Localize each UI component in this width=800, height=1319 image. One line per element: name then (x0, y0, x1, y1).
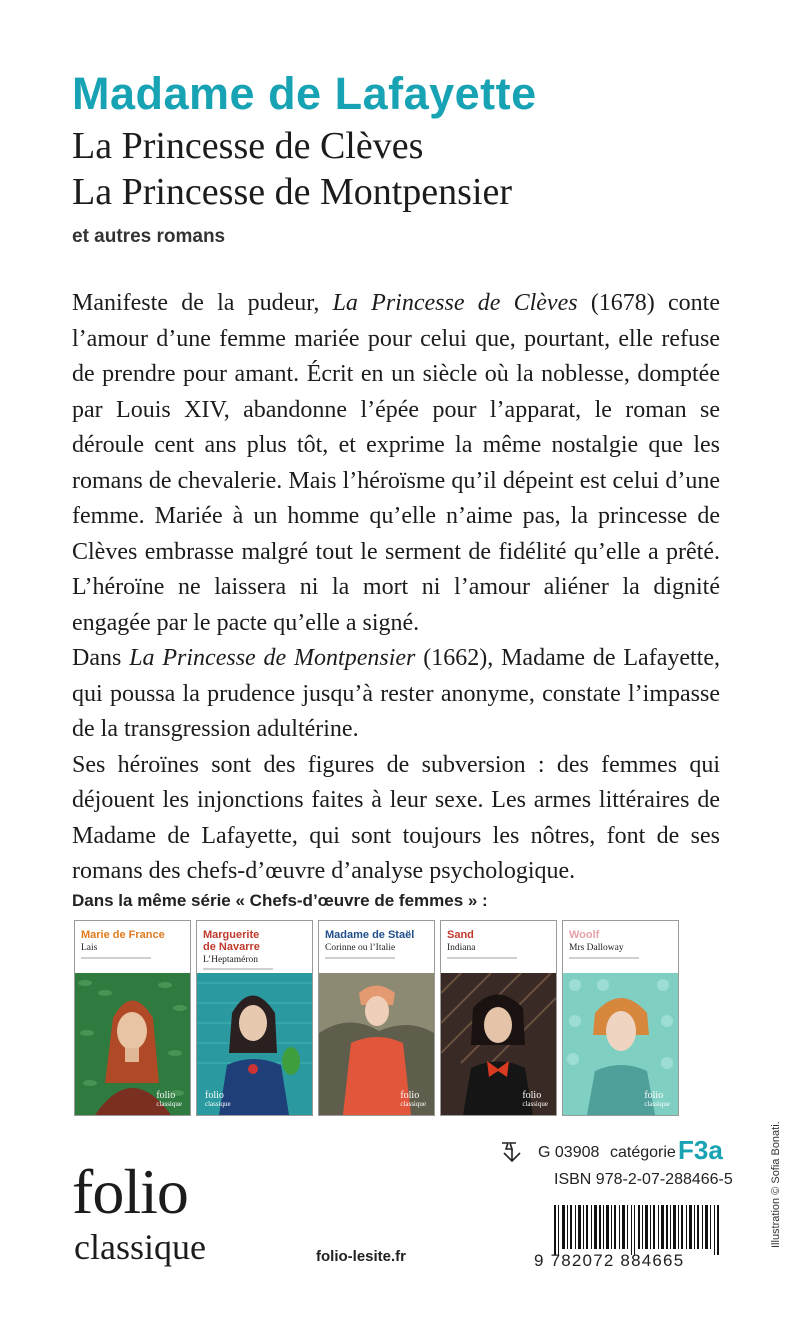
barcode-number: 9 782072 884665 (534, 1251, 685, 1270)
cover-credit-line (447, 957, 517, 959)
folio-logo: folio (72, 1156, 188, 1227)
g-code: G 03908 (538, 1144, 600, 1161)
category-code: F3a (678, 1135, 723, 1165)
book-title-1: La Princesse de Clèves (72, 125, 424, 167)
cover-title: Indiana (447, 943, 476, 953)
blurb-paragraph-1: Manifeste de la pudeur, La Princesse de Clèves (1678) conte l’amour d’une femme mariée pour celui que, pourtant, elle refuse de prendre pour amant. Écrit en un siècle où la noblesse, domptée par Louis XIV, abandonne l’épée pour l’apparat, le roman se déroule cent ans plus tôt, et exprime la même nostalgie que les romans de chevalerie. Mais l’héroïsme qu’il dépeint est celui d’une femme. Mariée à un homme qu’elle n’aime pas, la princesse de Clèves embrasse malgré tout le serment de fidélité qu’elle a prêté. L’héroïne ne laissera ni la mort ni l’amour aliéner la dignité engagée par le pacte qu’elle a signé. (72, 290, 721, 636)
series-cover-sand[interactable] (440, 920, 557, 1116)
barcode (554, 1205, 720, 1255)
series-cover-marie-de-france[interactable] (74, 920, 191, 1116)
back-cover-blurb (72, 286, 720, 890)
codes-block (498, 1135, 733, 1271)
book-title-2: La Princesse de Montpensier (72, 171, 513, 213)
illustration-credit: Illustration © Sofia Bonati. (770, 1121, 782, 1248)
cover-credit-line (81, 957, 151, 959)
cover-author: Sand (447, 929, 474, 941)
blurb-paragraph-3: Ses héroïnes sont des figures de subversion : des femmes qui déjouent les injonctions faites à leur sexe. Les armes littéraires de Madame de Lafayette, qui sont toujours les nôtres, font de ses romans des chefs-d’œuvre d’analyse psychologique. (72, 751, 720, 884)
book-subtitle: et autres romans (72, 226, 226, 247)
cover-credit-line (325, 957, 395, 959)
series-covers (74, 920, 714, 1116)
cover-author: Marie de France (81, 929, 165, 941)
cover-author: Woolf (569, 929, 600, 941)
cover-credit-line (569, 957, 639, 959)
cover-folio-logo: folio classique (522, 1090, 548, 1108)
cover-title: Mrs Dalloway (569, 943, 624, 953)
cover-folio-logo: folio classique (400, 1090, 426, 1108)
series-cover-madame-de-stael[interactable] (318, 920, 435, 1116)
publisher-mark-icon (498, 1141, 526, 1163)
series-cover-woolf[interactable] (562, 920, 679, 1116)
blurb-title-montpensier: La Princesse de Montpensier (129, 645, 416, 671)
classique-logo: classique (74, 1227, 206, 1267)
series-cover-marguerite-de-navarre[interactable] (196, 920, 313, 1116)
cover-credit-line (203, 968, 273, 970)
category-label: catégorie (610, 1144, 676, 1161)
blurb-title-cleves: La Princesse de Clèves (332, 290, 578, 316)
cover-title: Lais (81, 943, 98, 953)
series-label: Dans la même série « Chefs-d’œuvre de femmes » : (72, 891, 488, 910)
book-author: Madame de Lafayette (72, 68, 537, 119)
cover-folio-logo: folio classique (205, 1090, 231, 1108)
cover-author: Madame de Staël (325, 929, 415, 941)
cover-title: L’Heptaméron (203, 955, 259, 965)
isbn: ISBN 978-2-07-288466-5 (554, 1171, 733, 1188)
blurb-paragraph-2: Dans La Princesse de Montpensier (1662), Madame de Lafayette, qui poussa la prudence jusqu’à rester anonyme, constate l’impasse de la transgression adultérine. (72, 645, 720, 742)
cover-folio-logo: folio classique (644, 1090, 670, 1108)
cover-title: Corinne ou l’Italie (325, 943, 396, 953)
cover-author: Marguerite de Navarre (203, 929, 260, 953)
website-link[interactable]: folio-lesite.fr (316, 1248, 407, 1265)
cover-folio-logo: folio classique (156, 1090, 182, 1108)
